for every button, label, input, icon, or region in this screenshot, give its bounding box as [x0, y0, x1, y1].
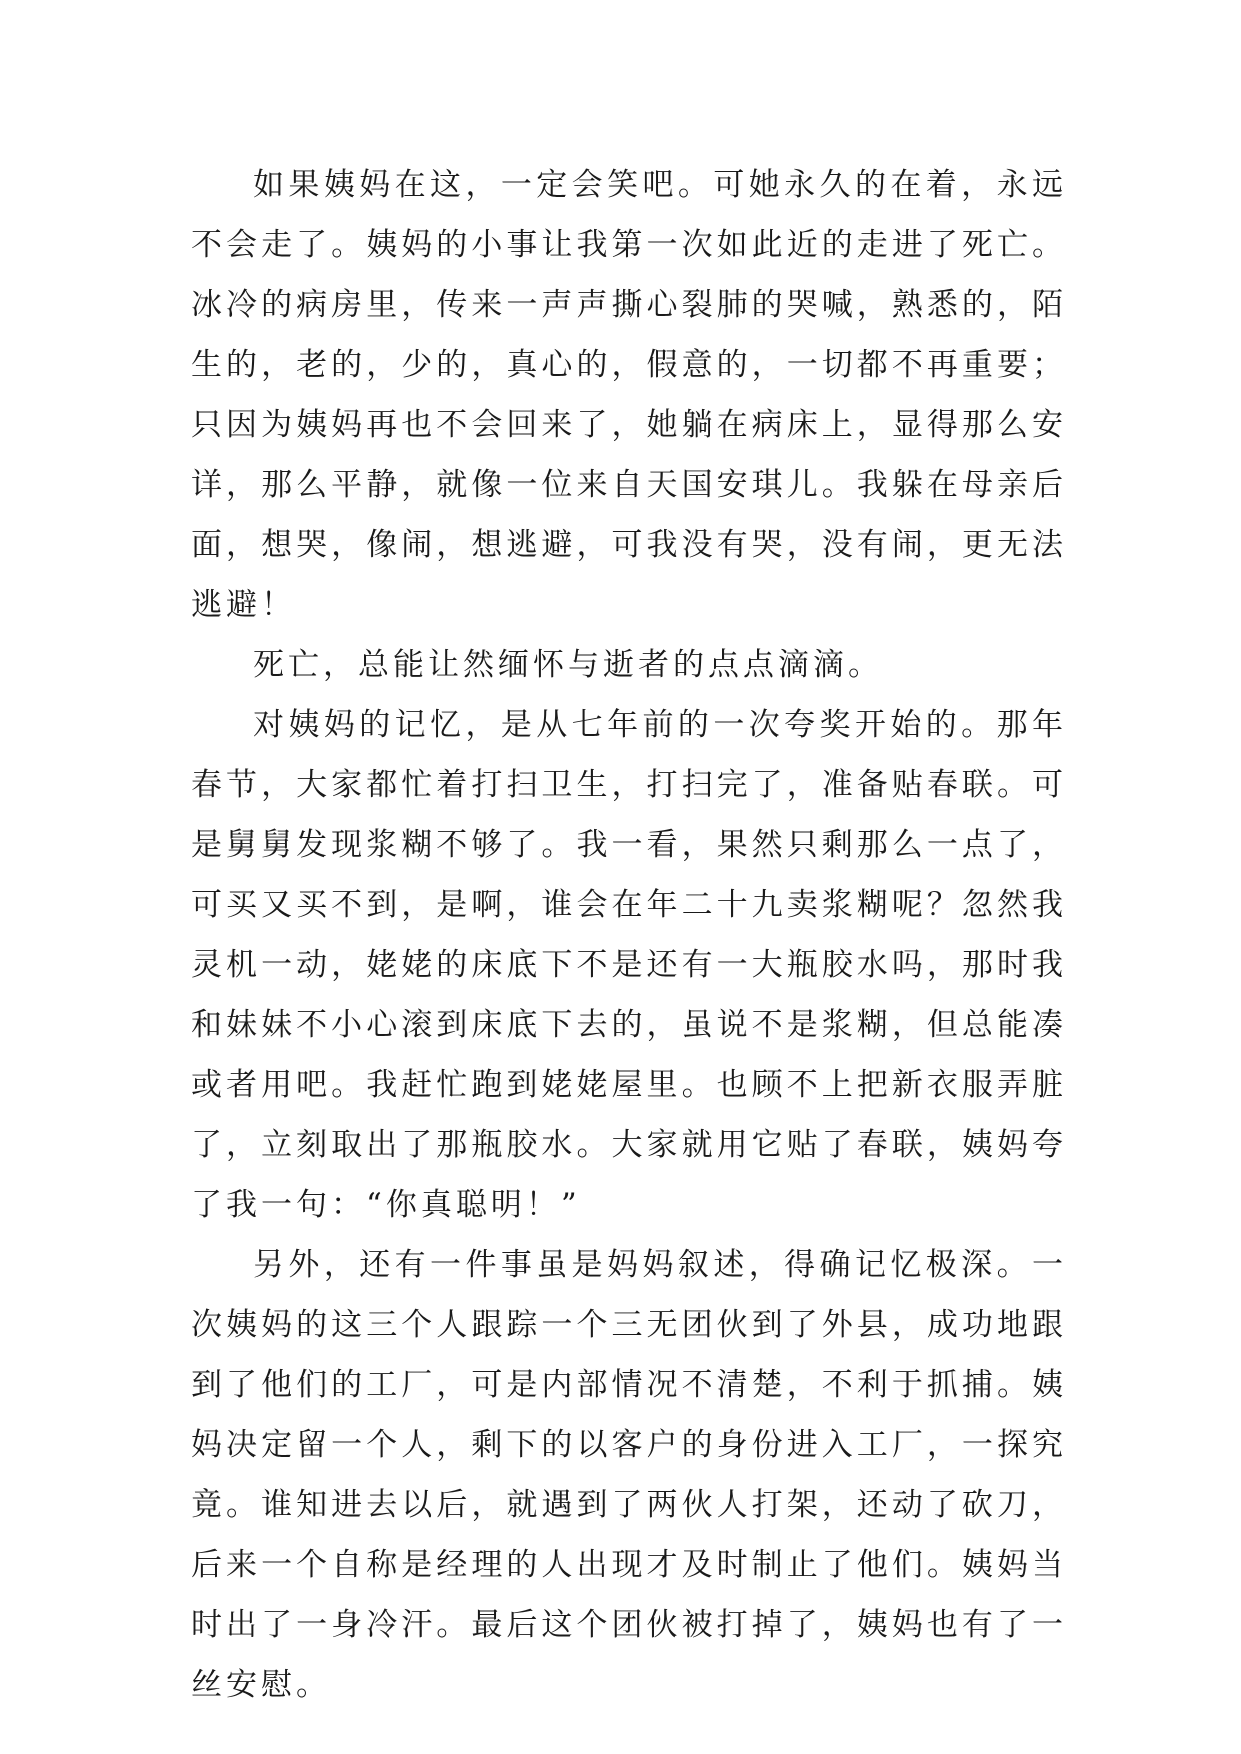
paragraph-1: 如果姨妈在这，一定会笑吧。可她永久的在着，永远不会走了。姨妈的小事让我第一次如此近的走进了死亡。冰冷的病房里，传来一声声撕心裂肺的哭喊，熟悉的，陌生的，老的，少的，真心的，假意的，一切都不再重要；只因为姨妈再也不会回来了，她躺在病床上，显得那么安详，那么平静，就像一位来自天国安琪儿。我躲在母亲后面，想哭，像闹，想逃避，可我没有哭，没有闹，更无法逃避！ — [191, 167, 1067, 623]
paragraph-2: 死亡，总能让然缅怀与逝者的点点滴滴。 — [253, 647, 883, 683]
paragraph-4: 另外，还有一件事虽是妈妈叙述，得确记忆极深。一次姨妈的这三个人跟踪一个三无团伙到了外县，成功地跟到了他们的工厂，可是内部情况不清楚，不利于抓捕。姨妈决定留一个人，剩下的以客户的身份进入工厂，一探究竟。谁知进去以后，就遇到了两伙人打架，还动了砍刀，后来一个自称是经理的人出现才及时制止了他们。姨妈当时出了一身冷汗。最后这个团伙被打掉了，姨妈也有了一丝安慰。 — [191, 1247, 1067, 1703]
document-body — [191, 155, 1067, 1715]
paragraph-3: 对姨妈的记忆，是从七年前的一次夸奖开始的。那年春节，大家都忙着打扫卫生，打扫完了，准备贴春联。可是舅舅发现浆糊不够了。我一看，果然只剩那么一点了，可买又买不到，是啊，谁会在年二十九卖浆糊呢？忽然我灵机一动，姥姥的床底下不是还有一大瓶胶水吗，那时我和妹妹不小心滚到床底下去的，虽说不是浆糊，但总能凑或者用吧。我赶忙跑到姥姥屋里。也顾不上把新衣服弄脏了，立刻取出了那瓶胶水。大家就用它贴了春联，姨妈夸了我一句：“你真聪明！” — [191, 707, 1067, 1223]
